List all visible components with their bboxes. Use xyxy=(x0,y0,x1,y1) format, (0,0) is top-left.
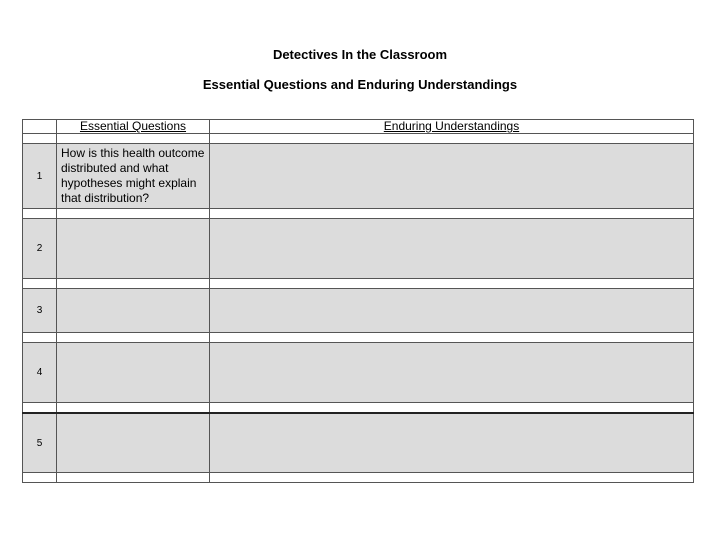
header-cell-number xyxy=(23,120,57,134)
enduring-understanding-cell[interactable] xyxy=(210,289,694,333)
enduring-understanding-cell[interactable] xyxy=(210,343,694,403)
essential-question-text: How is this health outcome distributed and what hypotheses might explain that distribution? xyxy=(61,146,205,205)
document-subtitle: Essential Questions and Enduring Understandings xyxy=(202,77,518,92)
spacer-row xyxy=(23,473,694,483)
spacer-row xyxy=(23,403,694,414)
essential-question-cell[interactable] xyxy=(57,413,210,473)
spacer-row xyxy=(23,209,694,219)
table-row xyxy=(23,289,694,333)
enduring-understanding-cell[interactable] xyxy=(210,144,694,209)
row-number: 5 xyxy=(23,413,57,473)
enduring-understanding-cell[interactable] xyxy=(210,413,694,473)
row-number: 2 xyxy=(23,219,57,279)
row-number: 1 xyxy=(23,144,57,209)
essential-question-cell[interactable] xyxy=(57,219,210,279)
spacer-row xyxy=(23,134,694,144)
table-row xyxy=(23,343,694,403)
essential-question-cell[interactable] xyxy=(57,144,210,209)
row-number: 4 xyxy=(23,343,57,403)
table-row xyxy=(23,144,694,209)
essential-question-cell[interactable] xyxy=(57,343,210,403)
essential-question-cell[interactable] xyxy=(57,289,210,333)
table-header-row xyxy=(23,120,694,134)
spacer-row xyxy=(23,279,694,289)
eq-eu-table xyxy=(22,119,694,483)
header-enduring-understandings: Enduring Understandings xyxy=(210,120,694,134)
document-title: Detectives In the Classroom xyxy=(272,47,448,62)
header-essential-questions: Essential Questions xyxy=(57,120,210,134)
spacer-row xyxy=(23,333,694,343)
row-number: 3 xyxy=(23,289,57,333)
enduring-understanding-cell[interactable] xyxy=(210,219,694,279)
table-row xyxy=(23,413,694,473)
table-row xyxy=(23,219,694,279)
